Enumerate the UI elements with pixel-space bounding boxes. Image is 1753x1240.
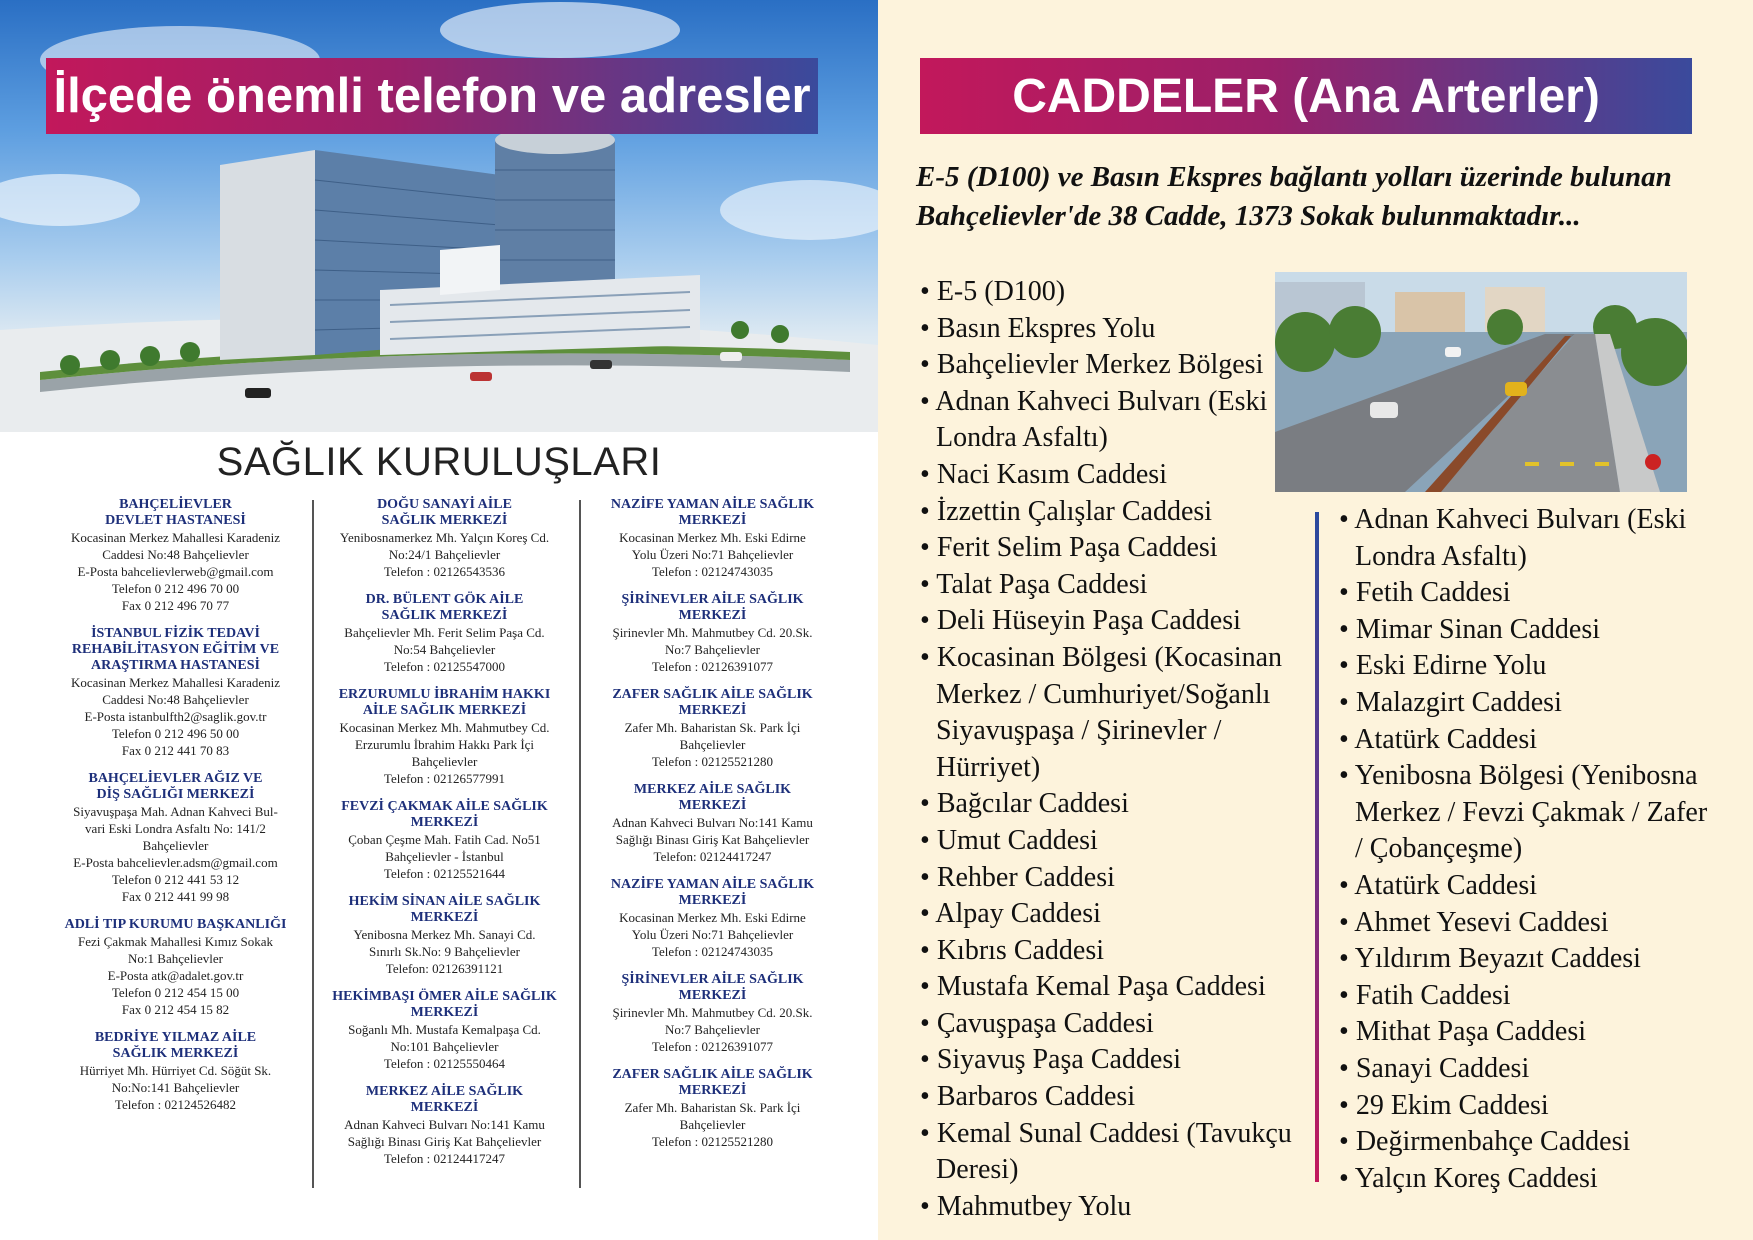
institution-detail-line: Telefon 0 212 496 50 00 xyxy=(111,726,240,741)
health-institution-entry xyxy=(317,497,572,580)
street-item: • Mimar Sinan Caddesi xyxy=(1339,612,1709,649)
institution-name xyxy=(48,771,303,803)
institution-detail-line: Kocasinan Merkez Mh. Eski Edirne xyxy=(619,530,806,545)
institution-detail-line: Telefon 0 212 441 53 12 xyxy=(111,872,240,887)
institution-name-line: MERKEZİ xyxy=(410,1100,479,1115)
street-item: • Yalçın Koreş Caddesi xyxy=(1339,1161,1709,1198)
street-item: • Kıbrıs Caddesi xyxy=(920,933,1300,970)
institution-name-line: HEKİMBAŞI ÖMER AİLE SAĞLIK xyxy=(332,989,557,1004)
left-title-banner xyxy=(46,58,818,134)
institution-detail-line: Kocasinan Merkez Mh. Eski Edirne xyxy=(619,910,806,925)
column-divider xyxy=(579,500,581,1188)
health-institution-entry xyxy=(48,917,303,1018)
street-item: • Adnan Kahveci Bulvarı (Eski Londra Asfaltı) xyxy=(1339,502,1709,575)
street-item: • Yenibosna Bölgesi (Yenibosna Merkez / Fevzi Çakmak / Zafer / Çobançeşme) xyxy=(1339,758,1709,868)
street-item: • E-5 (D100) xyxy=(920,274,1300,311)
right-page xyxy=(878,0,1753,1240)
health-institution-entry xyxy=(317,592,572,675)
institution-detail-line: E-Posta istanbulfth2@saglik.gov.tr xyxy=(84,709,267,724)
institution-detail-line: No:7 Bahçelievler xyxy=(665,1022,760,1037)
institution-detail-line: Fax 0 212 454 15 82 xyxy=(121,1002,230,1017)
institution-name-line: ADLİ TIP KURUMU BAŞKANLIĞI xyxy=(64,917,287,932)
health-institution-entry xyxy=(317,1084,572,1167)
health-institution-entry xyxy=(48,497,303,614)
institution-detail-line: Kocasinan Merkez Mahallesi Karadeniz xyxy=(71,675,280,690)
institution-detail-line: No:7 Bahçelievler xyxy=(665,642,760,657)
street-item: • İzzettin Çalışlar Caddesi xyxy=(920,494,1300,531)
institution-name xyxy=(585,497,840,529)
health-institution-entry xyxy=(317,799,572,882)
health-institution-entry xyxy=(48,626,303,759)
institution-detail-line: Telefon : 02124743035 xyxy=(651,564,774,579)
institution-detail-line: Telefon: 02124417247 xyxy=(653,849,772,864)
street-item: • Fatih Caddesi xyxy=(1339,978,1709,1015)
institution-name-line: İSTANBUL FİZİK TEDAVİ xyxy=(91,626,260,641)
institution-detail-line: No:1 Bahçelievler xyxy=(128,951,223,966)
health-institution-entry xyxy=(48,771,303,905)
institution-name-line: AİLE SAĞLIK MERKEZİ xyxy=(362,703,527,718)
institution-name xyxy=(585,877,840,909)
street-item: • Barbaros Caddesi xyxy=(920,1079,1300,1116)
street-item: • Fetih Caddesi xyxy=(1339,575,1709,612)
institution-name-line: ŞİRİNEVLER AİLE SAĞLIK xyxy=(621,592,804,607)
streets-list-1 xyxy=(920,274,1300,1225)
institution-name-line: SAĞLIK MERKEZİ xyxy=(381,513,508,528)
institution-detail-line: Adnan Kahveci Bulvarı No:141 Kamu xyxy=(344,1117,545,1132)
institution-name xyxy=(317,1084,572,1116)
health-column-3 xyxy=(585,497,840,1162)
health-institution-entry xyxy=(585,497,840,580)
institution-name-line: BAHÇELİEVLER AĞIZ VE xyxy=(88,771,263,786)
street-item: • Çavuşpaşa Caddesi xyxy=(920,1006,1300,1043)
institution-detail-line: Fax 0 212 441 70 83 xyxy=(121,743,230,758)
institution-detail-line: E-Posta bahcelievlerweb@gmail.com xyxy=(77,564,274,579)
institution-name xyxy=(317,497,572,529)
street-item: • Naci Kasım Caddesi xyxy=(920,457,1300,494)
institution-detail-line: Caddesi No:48 Bahçelievler xyxy=(102,547,249,562)
institution-detail-line: No:No:141 Bahçelievler xyxy=(111,1080,240,1095)
institution-detail-line: Telefon : 02125521280 xyxy=(651,1134,774,1149)
institution-detail-line: Bahçelievler xyxy=(679,737,746,752)
institution-detail-line: Soğanlı Mh. Mustafa Kemalpaşa Cd. xyxy=(348,1022,541,1037)
health-column-1 xyxy=(48,497,303,1125)
institution-name-line: NAZİFE YAMAN AİLE SAĞLIK xyxy=(610,877,815,892)
institution-detail-line: Adnan Kahveci Bulvarı No:141 Kamu xyxy=(612,815,813,830)
institution-name-line: DR. BÜLENT GÖK AİLE xyxy=(365,592,524,607)
institution-name-line: MERKEZİ xyxy=(410,1005,479,1020)
health-institution-entry xyxy=(585,877,840,960)
institution-name-line: ARAŞTIRMA HASTANESİ xyxy=(91,658,260,673)
institution-name-line: DEVLET HASTANESİ xyxy=(105,513,246,528)
health-institutions-title: SAĞLIK KURULUŞLARI xyxy=(216,440,662,484)
streets-list-2 xyxy=(1339,502,1709,1197)
left-banner-text: İlçede önemli telefon ve adresler xyxy=(53,69,811,123)
institution-name xyxy=(317,989,572,1021)
institution-name-line: MERKEZİ xyxy=(678,513,747,528)
column-divider xyxy=(312,500,314,1188)
street-item: • Mithat Paşa Caddesi xyxy=(1339,1014,1709,1051)
street-item: • Deli Hüseyin Paşa Caddesi xyxy=(920,603,1300,640)
institution-name xyxy=(317,799,572,831)
street-item: • 29 Ekim Caddesi xyxy=(1339,1088,1709,1125)
institution-name-line: MERKEZİ xyxy=(678,988,747,1003)
street-item: • Rehber Caddesi xyxy=(920,860,1300,897)
list-divider xyxy=(1315,512,1319,1182)
institution-detail-line: No:54 Bahçelievler xyxy=(393,642,496,657)
health-institution-entry xyxy=(317,894,572,977)
institution-name-line: FEVZİ ÇAKMAK AİLE SAĞLIK xyxy=(341,799,548,814)
street-item: • Değirmenbahçe Caddesi xyxy=(1339,1124,1709,1161)
institution-name-line: MERKEZ AİLE SAĞLIK xyxy=(633,782,792,797)
institution-name-line: DİŞ SAĞLIĞI MERKEZİ xyxy=(96,787,255,802)
institution-detail-line: Fezi Çakmak Mahallesi Kımız Sokak xyxy=(78,934,273,949)
institution-detail-line: Telefon : 02126391077 xyxy=(651,1039,774,1054)
health-institution-entry xyxy=(48,1030,303,1113)
institution-detail-line: Zafer Mh. Baharistan Sk. Park İçi xyxy=(624,1100,801,1115)
institution-name xyxy=(48,497,303,529)
street-item: • Basın Ekspres Yolu xyxy=(920,311,1300,348)
street-item: • Kocasinan Bölgesi (Kocasinan Merkez / Cumhuriyet/Soğanlı Siyavuşpaşa / Şirinevler / Hürriyet) xyxy=(920,640,1300,786)
health-institution-entry xyxy=(317,989,572,1072)
institution-detail-line: Yolu Üzeri No:71 Bahçelievler xyxy=(631,927,794,942)
hospital-hero-image xyxy=(0,0,878,432)
street-item: • Bahçelievler Merkez Bölgesi xyxy=(920,347,1300,384)
street-item: • Adnan Kahveci Bulvarı (Eski Londra Asfaltı) xyxy=(920,384,1300,457)
institution-detail-line: Telefon : 02125547000 xyxy=(383,659,506,674)
institution-detail-line: Bahçelievler xyxy=(411,754,478,769)
institution-name xyxy=(585,687,840,719)
institution-detail-line: Fax 0 212 441 99 98 xyxy=(121,889,230,904)
institution-name-line: MERKEZİ xyxy=(410,815,479,830)
institution-detail-line: E-Posta atk@adalet.gov.tr xyxy=(107,968,244,983)
institution-name-line: MERKEZİ xyxy=(678,703,747,718)
institution-name-line: SAĞLIK MERKEZİ xyxy=(112,1046,239,1061)
institution-detail-line: Zafer Mh. Baharistan Sk. Park İçi xyxy=(624,720,801,735)
street-item: • Alpay Caddesi xyxy=(920,896,1300,933)
institution-detail-line: Kocasinan Merkez Mh. Mahmutbey Cd. xyxy=(339,720,550,735)
institution-detail-line: Bahçelievler xyxy=(679,1117,746,1132)
institution-name-line: BAHÇELİEVLER xyxy=(119,497,232,512)
health-column-2 xyxy=(317,497,572,1179)
institution-detail-line: vari Eski Londra Asfaltı No: 141/2 xyxy=(85,821,266,836)
institution-name-line: MERKEZİ xyxy=(410,910,479,925)
health-institution-entry xyxy=(585,687,840,770)
institution-name-line: MERKEZ AİLE SAĞLIK xyxy=(365,1084,524,1099)
institution-name-line: DOĞU SANAYİ AİLE xyxy=(377,497,512,512)
street-item: • Atatürk Caddesi xyxy=(1339,722,1709,759)
institution-detail-line: Şirinevler Mh. Mahmutbey Cd. 20.Sk. xyxy=(612,1005,813,1020)
institution-name xyxy=(48,1030,303,1062)
institution-detail-line: Telefon : 02125521644 xyxy=(383,866,506,881)
institution-name xyxy=(585,592,840,624)
institution-name xyxy=(48,917,303,933)
street-item: • Malazgirt Caddesi xyxy=(1339,685,1709,722)
institution-name-line: REHABİLİTASYON EĞİTİM VE xyxy=(71,642,280,657)
health-institution-entry xyxy=(585,782,840,865)
institution-name-line: HEKİM SİNAN AİLE SAĞLIK xyxy=(348,894,541,909)
institution-name xyxy=(317,687,572,719)
institution-detail-line: Siyavuşpaşa Mah. Adnan Kahveci Bul- xyxy=(73,804,278,819)
institution-detail-line: Telefon 0 212 454 15 00 xyxy=(111,985,240,1000)
institution-name-line: MERKEZİ xyxy=(678,893,747,908)
street-item: • Eski Edirne Yolu xyxy=(1339,648,1709,685)
street-item: • Mahmutbey Yolu xyxy=(920,1189,1300,1226)
street-item: • Atatürk Caddesi xyxy=(1339,868,1709,905)
road-photo xyxy=(1275,272,1687,492)
institution-name-line: BEDRİYE YILMAZ AİLE xyxy=(94,1030,257,1045)
institution-detail-line: Bahçelievler xyxy=(142,838,209,853)
institution-name-line: MERKEZİ xyxy=(678,1083,747,1098)
institution-detail-line: Telefon 0 212 496 70 00 xyxy=(111,581,240,596)
institution-detail-line: Bahçelievler Mh. Ferit Selim Paşa Cd. xyxy=(344,625,545,640)
institution-name xyxy=(317,894,572,926)
institution-detail-line: Erzurumlu İbrahim Hakkı Park İçi xyxy=(354,737,535,752)
institution-detail-line: Telefon : 02126577991 xyxy=(383,771,506,786)
streets-intro: E-5 (D100) ve Basın Ekspres bağlantı yolları üzerinde bulunan Bahçelievler'de 38 Cadde, 1373 Sokak bulunmaktadır... xyxy=(916,161,1672,232)
institution-detail-line: Bahçelievler - İstanbul xyxy=(385,849,504,864)
health-institution-entry xyxy=(317,687,572,787)
street-item: • Talat Paşa Caddesi xyxy=(920,567,1300,604)
health-institution-entry xyxy=(585,1067,840,1150)
health-institution-entry xyxy=(585,592,840,675)
institution-detail-line: Yenibosna Merkez Mh. Sanayi Cd. xyxy=(353,927,536,942)
institution-detail-line: Kocasinan Merkez Mahallesi Karadeniz xyxy=(71,530,280,545)
institution-detail-line: Yenibosnamerkez Mh. Yalçın Koreş Cd. xyxy=(339,530,550,545)
institution-name xyxy=(585,1067,840,1099)
street-item: • Ahmet Yesevi Caddesi xyxy=(1339,905,1709,942)
institution-name-line: MERKEZİ xyxy=(678,798,747,813)
institution-name xyxy=(317,592,572,624)
health-institution-entry xyxy=(585,972,840,1055)
institution-detail-line: Telefon : 02125521280 xyxy=(651,754,774,769)
institution-detail-line: Şirinevler Mh. Mahmutbey Cd. 20.Sk. xyxy=(612,625,813,640)
institution-name xyxy=(585,782,840,814)
street-item: • Yıldırım Beyazıt Caddesi xyxy=(1339,941,1709,978)
institution-detail-line: Caddesi No:48 Bahçelievler xyxy=(102,692,249,707)
institution-name-line: ZAFER SAĞLIK AİLE SAĞLIK xyxy=(612,1067,813,1082)
institution-name xyxy=(585,972,840,1004)
institution-name-line: SAĞLIK MERKEZİ xyxy=(381,608,508,623)
institution-detail-line: Yolu Üzeri No:71 Bahçelievler xyxy=(631,547,794,562)
institution-name-line: MERKEZİ xyxy=(678,608,747,623)
institution-detail-line: Telefon : 02124526482 xyxy=(114,1097,237,1112)
institution-name xyxy=(48,626,303,674)
institution-detail-line: Hürriyet Mh. Hürriyet Cd. Söğüt Sk. xyxy=(79,1063,272,1078)
institution-detail-line: Telefon : 02126391077 xyxy=(651,659,774,674)
institution-name-line: NAZİFE YAMAN AİLE SAĞLIK xyxy=(610,497,815,512)
institution-name-line: ERZURUMLU İBRAHİM HAKKI xyxy=(338,687,551,702)
street-item: • Bağcılar Caddesi xyxy=(920,786,1300,823)
institution-detail-line: Telefon: 02126391121 xyxy=(385,961,504,976)
street-item: • Sanayi Caddesi xyxy=(1339,1051,1709,1088)
street-item: • Kemal Sunal Caddesi (Tavukçu Deresi) xyxy=(920,1116,1300,1189)
institution-detail-line: Sağlığı Binası Giriş Kat Bahçelievler xyxy=(615,832,810,847)
institution-name-line: ŞİRİNEVLER AİLE SAĞLIK xyxy=(621,972,804,987)
street-item: • Mustafa Kemal Paşa Caddesi xyxy=(920,969,1300,1006)
institution-detail-line: Fax 0 212 496 70 77 xyxy=(121,598,230,613)
institution-detail-line: Sınırlı Sk.No: 9 Bahçelievler xyxy=(369,944,520,959)
institution-detail-line: Çoban Çeşme Mah. Fatih Cad. No51 xyxy=(348,832,541,847)
institution-detail-line: Telefon : 02126543536 xyxy=(383,564,506,579)
institution-detail-line: Telefon : 02125550464 xyxy=(383,1056,506,1071)
institution-detail-line: Telefon : 02124417247 xyxy=(383,1151,506,1166)
institution-detail-line: Sağlığı Binası Giriş Kat Bahçelievler xyxy=(347,1134,542,1149)
road-illustration xyxy=(1275,272,1687,492)
right-title-banner xyxy=(920,58,1692,134)
institution-detail-line: No:101 Bahçelievler xyxy=(390,1039,499,1054)
institution-detail-line: Telefon : 02124743035 xyxy=(651,944,774,959)
institution-name-line: ZAFER SAĞLIK AİLE SAĞLIK xyxy=(612,687,813,702)
street-item: • Siyavuş Paşa Caddesi xyxy=(920,1042,1300,1079)
right-banner-text: CADDELER (Ana Arterler) xyxy=(1012,69,1600,123)
street-item: • Ferit Selim Paşa Caddesi xyxy=(920,530,1300,567)
institution-detail-line: No:24/1 Bahçelievler xyxy=(388,547,501,562)
institution-detail-line: E-Posta bahcelievler.adsm@gmail.com xyxy=(73,855,278,870)
street-item: • Umut Caddesi xyxy=(920,823,1300,860)
